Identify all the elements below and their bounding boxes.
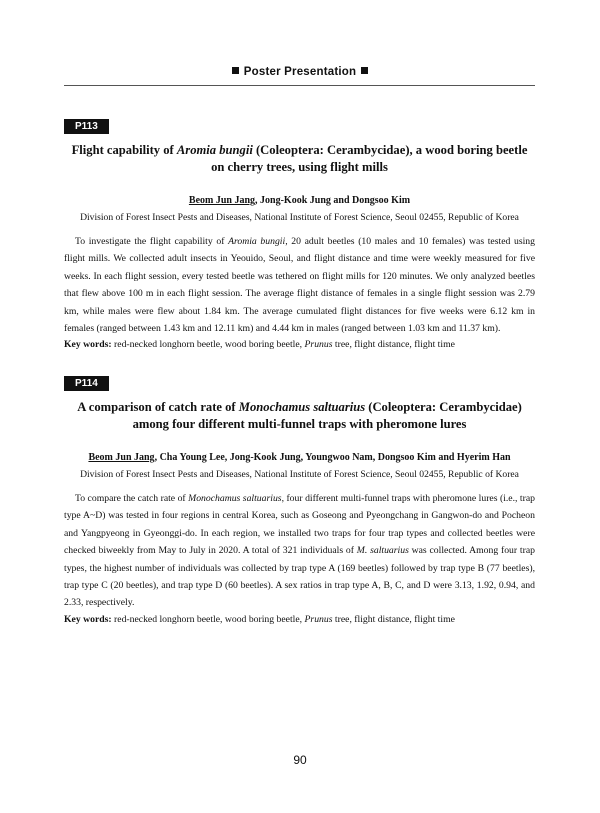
author-list bbox=[64, 194, 535, 208]
co-authors: , Cha Young Lee, Jong-Kook Jung, Youngwoo Nam, Dongsoo Kim and Hyerim Han bbox=[154, 452, 511, 463]
keywords-text: tree, flight distance, flight time bbox=[332, 613, 455, 625]
header-label: Poster Presentation bbox=[243, 66, 357, 78]
keywords-text: red-necked longhorn beetle, wood boring beetle, bbox=[111, 339, 305, 351]
title-text: (Coleoptera: Cerambycidae), a wood boring beetle on cherry trees, using flight mills bbox=[211, 143, 528, 174]
abstract-text: To compare the catch rate of bbox=[75, 493, 189, 504]
abstract-body bbox=[64, 490, 535, 612]
keywords-label: Key words: bbox=[64, 339, 112, 351]
keywords-label: Key words: bbox=[64, 613, 112, 625]
abstract-species: Monochamus saltuarius bbox=[188, 493, 282, 504]
title-text: (Coleoptera: Cerambycidae) among four different multi-funnel traps with pheromone lures bbox=[132, 400, 522, 431]
author-list bbox=[64, 451, 535, 465]
poster-id-badge: P113 bbox=[64, 119, 109, 134]
poster-abstract-p114 bbox=[64, 373, 535, 628]
presenting-author: Beom Jun Jang bbox=[88, 452, 155, 463]
abstract-species: M. saltuarius bbox=[356, 545, 409, 557]
page-number: 90 bbox=[293, 753, 307, 767]
keywords-italic: Prunus bbox=[304, 339, 333, 351]
abstract-body bbox=[64, 233, 535, 337]
square-bullet-icon bbox=[232, 67, 239, 74]
title-text: A comparison of catch rate of bbox=[77, 400, 239, 414]
affiliation: Division of Forest Insect Pests and Diseases, National Institute of Forest Science, Seoul 02455, Republic of Korea bbox=[80, 469, 519, 480]
keywords-text: tree, flight distance, flight time bbox=[332, 339, 455, 351]
title-text: Flight capability of bbox=[71, 143, 177, 157]
title-species: Monochamus saltuarius bbox=[238, 400, 366, 414]
keywords bbox=[64, 337, 535, 353]
page-header bbox=[0, 66, 600, 78]
abstract-species: Aromia bungii bbox=[228, 236, 286, 247]
poster-abstract-p113 bbox=[64, 116, 535, 353]
square-bullet-icon bbox=[361, 67, 368, 74]
title-species: Aromia bungii bbox=[176, 143, 253, 157]
abstract-title bbox=[64, 399, 535, 433]
abstract-text: was collected. Among four trap types, the highest number of individuals was collected by trap type A (169 beetles) followed by trap type B (77 beetles), trap type C (20 beetles), and trap type D (60 beetles). A sex ratios in trap type A, B, C, and D were 3.13, 1.92, 0.94, and 2.33, respectively. bbox=[64, 545, 535, 609]
keywords bbox=[64, 612, 535, 628]
presenting-author: Beom Jun Jang bbox=[188, 195, 256, 206]
co-authors: , Jong-Kook Jung and Dongsoo Kim bbox=[255, 195, 411, 206]
affiliation: Division of Forest Insect Pests and Diseases, National Institute of Forest Science, Seoul 02455, Republic of Korea bbox=[80, 212, 519, 223]
abstract-text: , four different multi-funnel traps with pheromone lures (i.e., trap type A~D) was tested in four regions in central Korea, such as Goseong and Pyeongchang in Gangwon-do and Pocheon and Yangpyeong in Gyeonggi-do. In each region, we installed two traps for four trap types and collected beetles were checked biweekly from May to July in 2020. A total of 321 individuals of bbox=[64, 493, 535, 557]
keywords-italic: Prunus bbox=[304, 613, 333, 625]
keywords-text: red-necked longhorn beetle, wood boring beetle, bbox=[111, 613, 305, 625]
header-rule bbox=[64, 85, 535, 86]
abstract-text: To investigate the flight capability of bbox=[75, 236, 229, 247]
abstract-title bbox=[64, 142, 535, 176]
abstract-text: , 20 adult beetles (10 males and 10 females) was tested using flight mills. We collected adult insects in Yeouido, Seoul, and flight distance and time were weekly measured for five weeks. In each flight session, every tested beetle was tethered on flight mills for 120 minutes. We only analyzed beetles that flew above 100 m in each flight session. The average flight distance of females in a single flight session was 2.79 km, while males were flew about 1.84 km. The average cumulated flight distances for five weeks were 6.12 km in females (ranged between 1.43 km and 12.11 km) and 4.44 km in males (ranged between 1.03 km and 11.37 km). bbox=[64, 236, 535, 335]
poster-id-badge: P114 bbox=[64, 376, 109, 391]
